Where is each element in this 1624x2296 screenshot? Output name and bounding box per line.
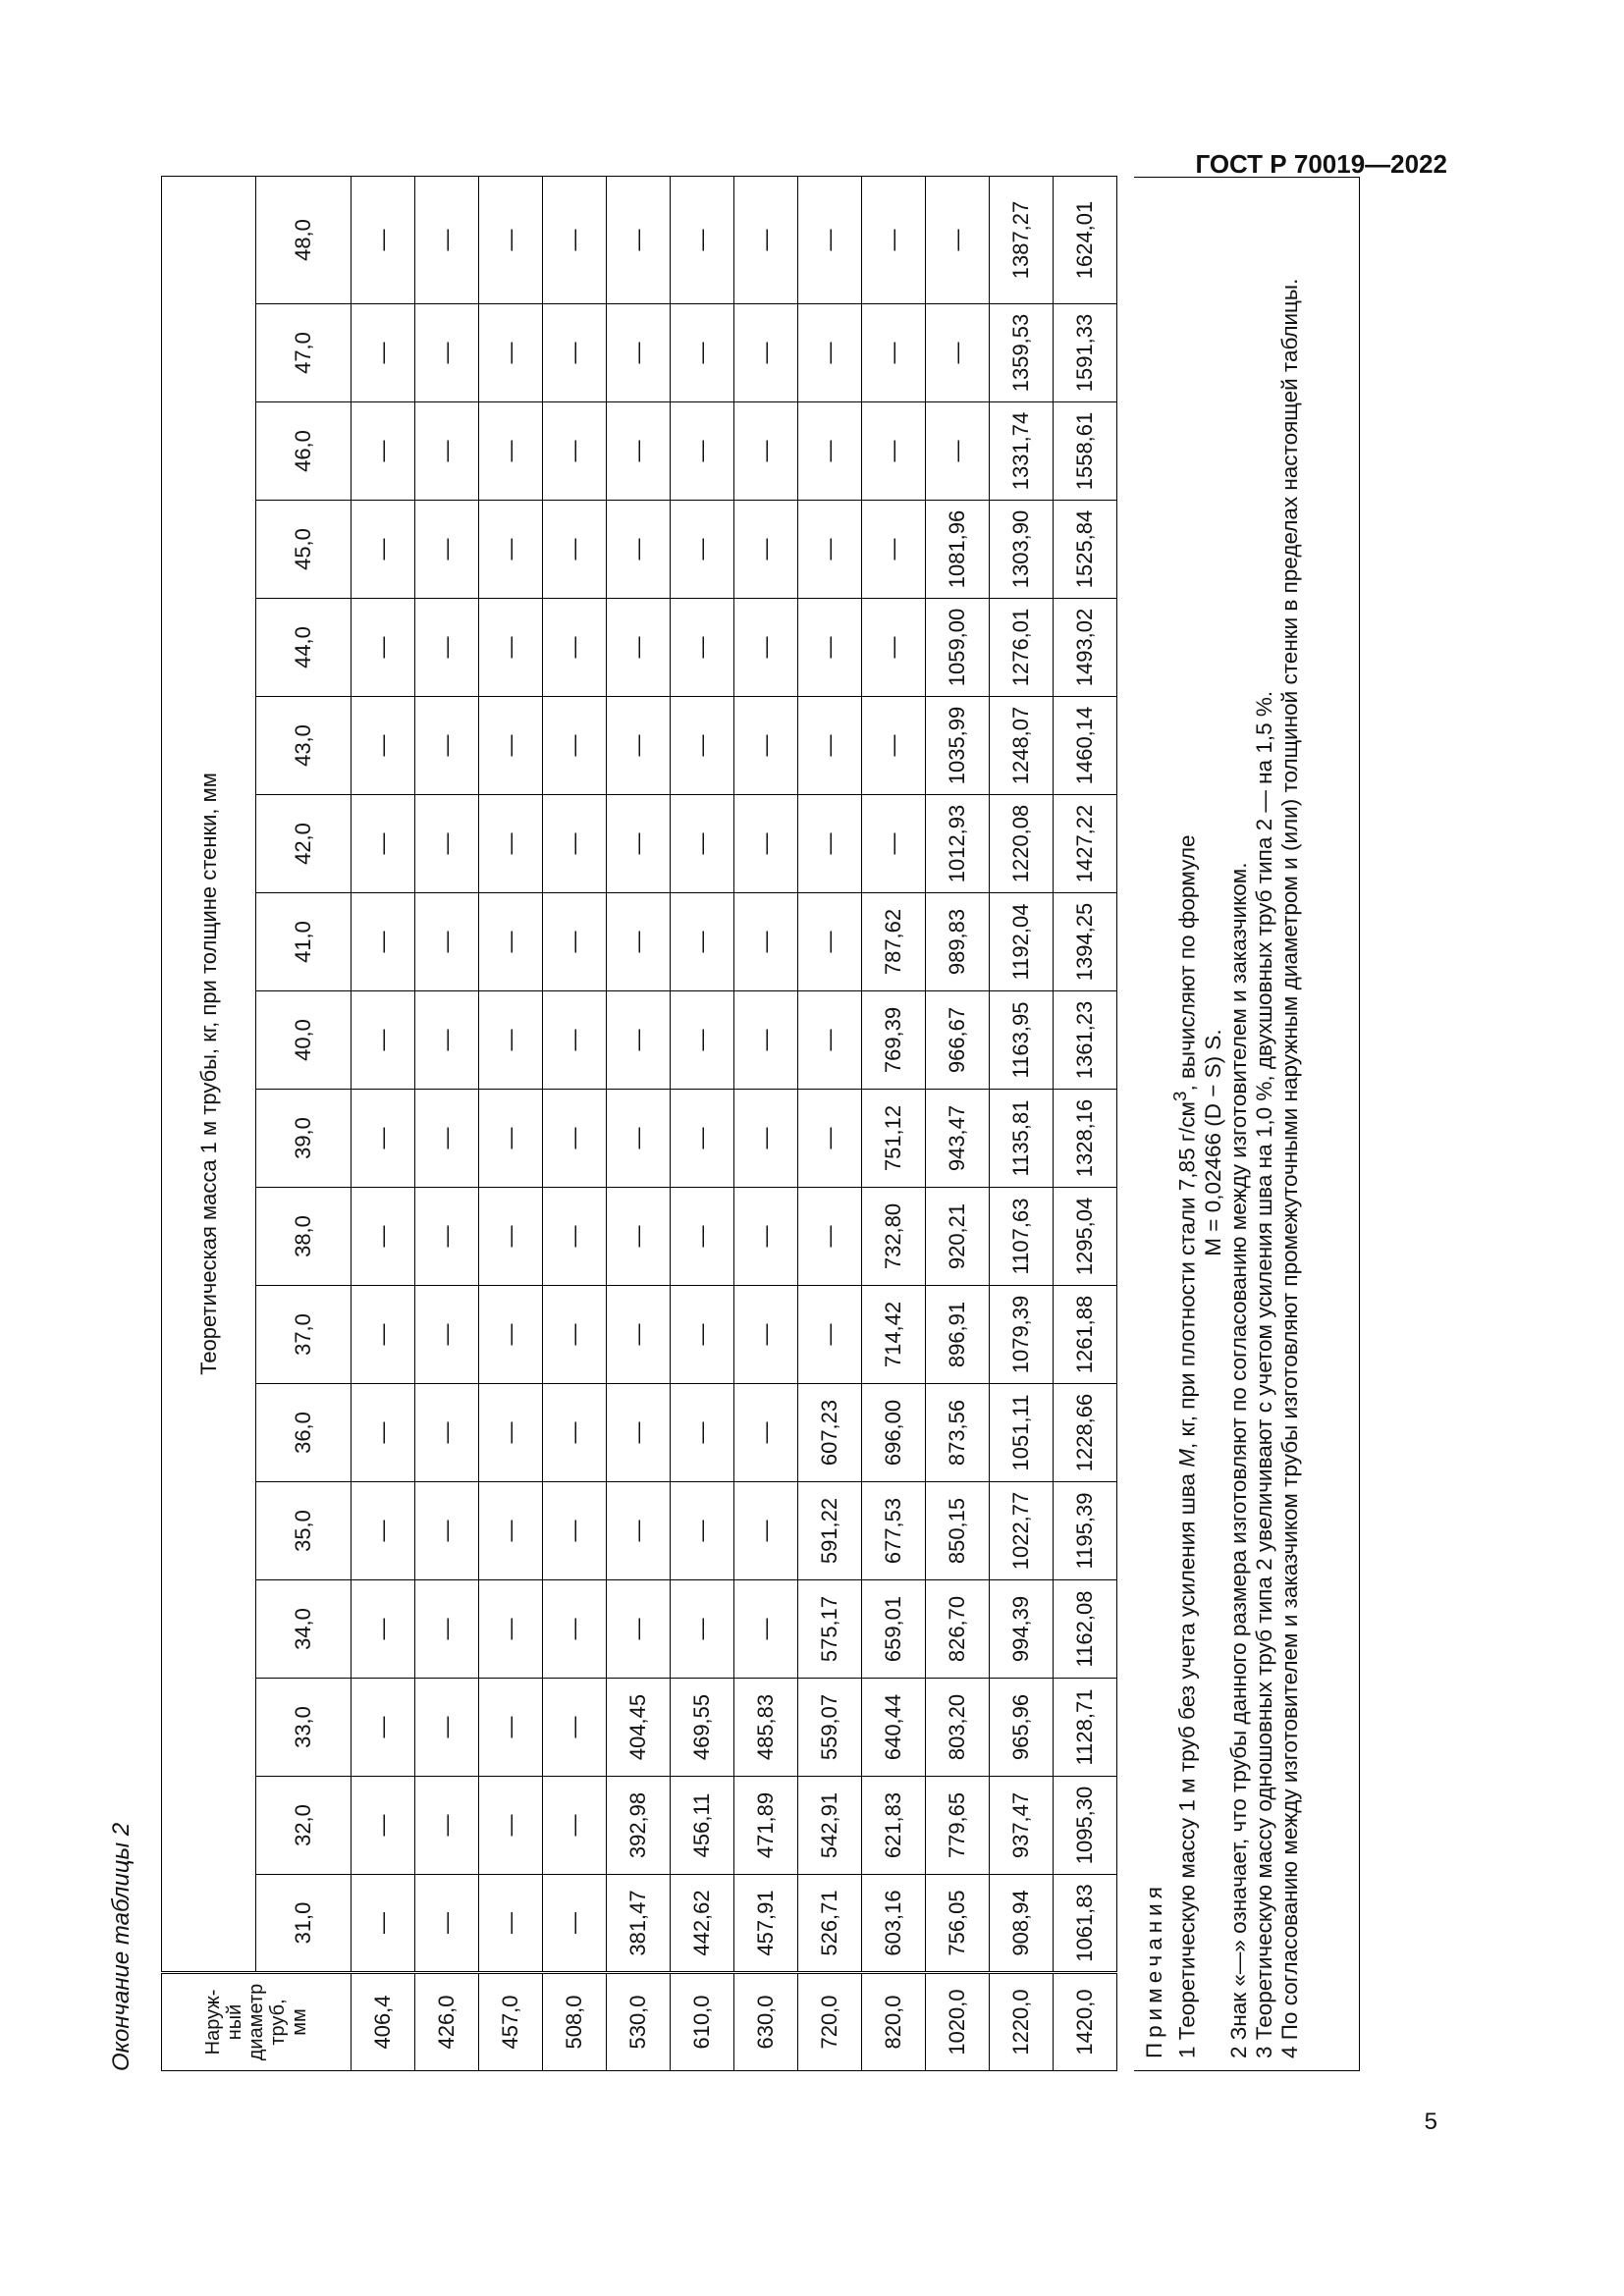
mass-cell: — bbox=[862, 599, 926, 697]
thickness-header: 44,0 bbox=[256, 599, 352, 697]
table-row bbox=[415, 177, 479, 2071]
mass-cell: — bbox=[734, 893, 798, 991]
mass-table bbox=[161, 176, 1117, 2071]
mass-cell: — bbox=[734, 1482, 798, 1580]
mass-cell: — bbox=[352, 893, 415, 991]
mass-cell: 1591,33 bbox=[1054, 304, 1117, 402]
table-row bbox=[734, 177, 798, 2071]
mass-cell: — bbox=[479, 599, 543, 697]
mass-cell: — bbox=[543, 1580, 607, 1679]
mass-cell: — bbox=[607, 501, 671, 599]
mass-cell: — bbox=[352, 1188, 415, 1286]
mass-cell: — bbox=[607, 1384, 671, 1482]
thickness-header: 35,0 bbox=[256, 1482, 352, 1580]
mass-cell: 1276,01 bbox=[990, 599, 1054, 697]
mass-cell: 850,15 bbox=[926, 1482, 990, 1580]
rotated-page-content bbox=[108, 157, 1360, 2071]
mass-cell: — bbox=[734, 697, 798, 795]
thickness-header-row bbox=[256, 177, 352, 2071]
note-1: 1 Теоретическую массу 1 м труб без учета усиления шва M, кг, при плотности стали 7,85 $г/см^3$, вычисляют по формуле bbox=[1169, 834, 1200, 2058]
mass-cell: — bbox=[415, 795, 479, 893]
mass-cell: 787,62 bbox=[862, 893, 926, 991]
mass-cell: 1328,16 bbox=[1054, 1090, 1117, 1188]
mass-cell: — bbox=[926, 402, 990, 501]
mass-cell: — bbox=[798, 501, 862, 599]
table-body bbox=[352, 177, 1117, 2071]
mass-cell: 677,53 bbox=[862, 1482, 926, 1580]
mass-cell: 1261,88 bbox=[1054, 1286, 1117, 1384]
mass-cell: — bbox=[734, 402, 798, 501]
mass-cell: — bbox=[607, 1580, 671, 1679]
mass-cell: 1195,39 bbox=[1054, 1482, 1117, 1580]
mass-cell: — bbox=[479, 893, 543, 991]
mass-cell: — bbox=[415, 1777, 479, 1875]
mass-cell: — bbox=[543, 991, 607, 1090]
mass-cell: 1248,07 bbox=[990, 697, 1054, 795]
mass-cell: 1061,83 bbox=[1054, 1875, 1117, 1973]
mass-cell: — bbox=[798, 1090, 862, 1188]
mass-cell: — bbox=[671, 1090, 734, 1188]
mass-cell: 607,23 bbox=[798, 1384, 862, 1482]
mass-cell: 526,71 bbox=[798, 1875, 862, 1973]
mass-cell: 1624,01 bbox=[1054, 177, 1117, 304]
mass-cell: 404,45 bbox=[607, 1679, 671, 1777]
mass-cell: 873,56 bbox=[926, 1384, 990, 1482]
mass-cell: — bbox=[607, 1286, 671, 1384]
diameter-cell: 1020,0 bbox=[926, 1973, 990, 2071]
table-notes bbox=[1134, 177, 1360, 2071]
mass-cell: — bbox=[415, 1875, 479, 1973]
mass-cell: 966,67 bbox=[926, 991, 990, 1090]
mass-cell: 943,47 bbox=[926, 1090, 990, 1188]
mass-cell: — bbox=[415, 1580, 479, 1679]
mass-cell: — bbox=[607, 304, 671, 402]
mass-cell: 1051,11 bbox=[990, 1384, 1054, 1482]
mass-cell: — bbox=[607, 177, 671, 304]
mass-cell: — bbox=[671, 1580, 734, 1679]
page-number: 5 bbox=[1424, 2109, 1437, 2135]
thickness-header: 33,0 bbox=[256, 1679, 352, 1777]
diameter-cell: 406,4 bbox=[352, 1973, 415, 2071]
mass-cell: 989,83 bbox=[926, 893, 990, 991]
table-row bbox=[798, 177, 862, 2071]
mass-cell: — bbox=[479, 1188, 543, 1286]
mass-cell: — bbox=[607, 795, 671, 893]
mass-cell: — bbox=[543, 304, 607, 402]
mass-cell: 1162,08 bbox=[1054, 1580, 1117, 1679]
mass-cell: 965,96 bbox=[990, 1679, 1054, 1777]
mass-cell: — bbox=[607, 991, 671, 1090]
mass-cell: — bbox=[415, 501, 479, 599]
thickness-header: 45,0 bbox=[256, 501, 352, 599]
mass-cell: 485,83 bbox=[734, 1679, 798, 1777]
mass-cell: — bbox=[671, 177, 734, 304]
mass-cell: — bbox=[479, 991, 543, 1090]
mass-cell: — bbox=[543, 1286, 607, 1384]
table-row bbox=[926, 177, 990, 2071]
note-2: 2 Знак «—» означает, что трубы данного размера изготовляют по согласованию между изготовителем и заказчиком. bbox=[1225, 862, 1251, 2058]
mass-cell: — bbox=[734, 795, 798, 893]
mass-cell: 1525,84 bbox=[1054, 501, 1117, 599]
table-row bbox=[543, 177, 607, 2071]
mass-cell: — bbox=[734, 1580, 798, 1679]
mass-cell: — bbox=[352, 697, 415, 795]
mass-cell: — bbox=[671, 1482, 734, 1580]
mass-cell: 381,47 bbox=[607, 1875, 671, 1973]
mass-cell: — bbox=[543, 599, 607, 697]
mass-cell: 1228,66 bbox=[1054, 1384, 1117, 1482]
table-row bbox=[862, 177, 926, 2071]
mass-cell: 1095,30 bbox=[1054, 1777, 1117, 1875]
mass-cell: — bbox=[607, 893, 671, 991]
mass-cell: — bbox=[415, 697, 479, 795]
mass-cell: 575,17 bbox=[798, 1580, 862, 1679]
table-caption: Окончание таблицы 2 bbox=[108, 1822, 135, 2071]
mass-cell: 457,91 bbox=[734, 1875, 798, 1973]
mass-cell: — bbox=[479, 304, 543, 402]
mass-cell: — bbox=[862, 402, 926, 501]
mass-cell: 1460,14 bbox=[1054, 697, 1117, 795]
diameter-cell: 508,0 bbox=[543, 1973, 607, 2071]
mass-cell: 1128,71 bbox=[1054, 1679, 1117, 1777]
mass-cell: 469,55 bbox=[671, 1679, 734, 1777]
mass-cell: — bbox=[352, 1679, 415, 1777]
mass-cell: — bbox=[479, 1580, 543, 1679]
mass-cell: 937,47 bbox=[990, 1777, 1054, 1875]
mass-cell: — bbox=[479, 177, 543, 304]
thickness-header: 37,0 bbox=[256, 1286, 352, 1384]
mass-cell: — bbox=[479, 795, 543, 893]
mass-cell: 826,70 bbox=[926, 1580, 990, 1679]
mass-cell: — bbox=[352, 1580, 415, 1679]
table-row bbox=[990, 177, 1054, 2071]
mass-cell: — bbox=[415, 177, 479, 304]
mass-cell: 659,01 bbox=[862, 1580, 926, 1679]
mass-cell: — bbox=[415, 1090, 479, 1188]
mass-cell: — bbox=[671, 304, 734, 402]
mass-cell: 1035,99 bbox=[926, 697, 990, 795]
mass-cell: 1331,74 bbox=[990, 402, 1054, 501]
mass-cell: 1303,90 bbox=[990, 501, 1054, 599]
document-header: ГОСТ Р 70019—2022 bbox=[1195, 149, 1447, 179]
thickness-header: 34,0 bbox=[256, 1580, 352, 1679]
mass-cell: — bbox=[543, 697, 607, 795]
diameter-cell: 457,0 bbox=[479, 1973, 543, 2071]
mass-cell: — bbox=[352, 1777, 415, 1875]
mass-cell: — bbox=[415, 893, 479, 991]
mass-cell: — bbox=[798, 402, 862, 501]
thickness-header: 41,0 bbox=[256, 893, 352, 991]
mass-cell: — bbox=[543, 1384, 607, 1482]
mass-cell: 1059,00 bbox=[926, 599, 990, 697]
mass-cell: 1361,23 bbox=[1054, 991, 1117, 1090]
mass-cell: — bbox=[734, 501, 798, 599]
mass-cell: — bbox=[543, 1482, 607, 1580]
mass-cell: 591,22 bbox=[798, 1482, 862, 1580]
mass-cell: — bbox=[352, 1286, 415, 1384]
mass-cell: 542,91 bbox=[798, 1777, 862, 1875]
mass-cell: 714,42 bbox=[862, 1286, 926, 1384]
mass-group-header: Теоретическая масса 1 м трубы, кг, при толщине стенки, мм bbox=[162, 177, 256, 1973]
mass-cell: — bbox=[415, 304, 479, 402]
mass-cell: — bbox=[543, 177, 607, 304]
mass-cell: — bbox=[798, 304, 862, 402]
thickness-header: 46,0 bbox=[256, 402, 352, 501]
mass-cell: — bbox=[415, 402, 479, 501]
thickness-header: 48,0 bbox=[256, 177, 352, 304]
diameter-cell: 610,0 bbox=[671, 1973, 734, 2071]
mass-cell: 1135,81 bbox=[990, 1090, 1054, 1188]
mass-cell: — bbox=[862, 501, 926, 599]
mass-cell: — bbox=[479, 1482, 543, 1580]
mass-cell: 1163,95 bbox=[990, 991, 1054, 1090]
notes-title: Примечания bbox=[1142, 1882, 1166, 2058]
mass-cell: — bbox=[479, 1679, 543, 1777]
mass-cell: 640,44 bbox=[862, 1679, 926, 1777]
mass-cell: — bbox=[607, 1188, 671, 1286]
mass-cell: 751,12 bbox=[862, 1090, 926, 1188]
mass-cell: — bbox=[543, 1777, 607, 1875]
mass-cell: — bbox=[862, 697, 926, 795]
mass-cell: 1427,22 bbox=[1054, 795, 1117, 893]
mass-cell: — bbox=[415, 1679, 479, 1777]
mass-cell: — bbox=[352, 599, 415, 697]
mass-cell: — bbox=[734, 1090, 798, 1188]
mass-cell: 1359,53 bbox=[990, 304, 1054, 402]
mass-cell: — bbox=[798, 697, 862, 795]
thickness-header: 38,0 bbox=[256, 1188, 352, 1286]
mass-cell: — bbox=[607, 599, 671, 697]
mass-cell: — bbox=[734, 304, 798, 402]
mass-cell: — bbox=[607, 1482, 671, 1580]
thickness-header: 42,0 bbox=[256, 795, 352, 893]
mass-cell: — bbox=[479, 402, 543, 501]
mass-cell: 621,83 bbox=[862, 1777, 926, 1875]
mass-cell: — bbox=[479, 1286, 543, 1384]
mass-cell: — bbox=[415, 1188, 479, 1286]
mass-cell: — bbox=[671, 501, 734, 599]
mass-cell: — bbox=[734, 599, 798, 697]
mass-cell: — bbox=[734, 1188, 798, 1286]
mass-cell: — bbox=[352, 304, 415, 402]
mass-cell: — bbox=[671, 795, 734, 893]
note-3: 3 Теоретическую массу одношовных труб типа 2 увеличивают с учетом усиления шва на 1,0 %, двухшовных труб типа 2 — на 1,5 %. bbox=[1251, 690, 1276, 2058]
mass-cell: 392,98 bbox=[607, 1777, 671, 1875]
mass-cell: — bbox=[479, 1090, 543, 1188]
mass-cell: 603,16 bbox=[862, 1875, 926, 1973]
thickness-header: 39,0 bbox=[256, 1090, 352, 1188]
mass-cell: — bbox=[862, 304, 926, 402]
mass-cell: 1012,93 bbox=[926, 795, 990, 893]
thickness-header: 32,0 bbox=[256, 1777, 352, 1875]
note-4: 4 По согласованию между изготовителем и заказчиком трубы изготовляют промежуточными наружным диаметром и (или) толщиной стенки в пределах настоящей таблицы. bbox=[1276, 278, 1302, 2058]
thickness-header: 36,0 bbox=[256, 1384, 352, 1482]
mass-cell: — bbox=[543, 893, 607, 991]
diameter-cell: 1420,0 bbox=[1054, 1973, 1117, 2071]
mass-cell: — bbox=[479, 1384, 543, 1482]
mass-cell: 1394,25 bbox=[1054, 893, 1117, 991]
mass-cell: — bbox=[543, 1875, 607, 1973]
mass-cell: 471,89 bbox=[734, 1777, 798, 1875]
mass-cell: — bbox=[607, 1090, 671, 1188]
mass-cell: — bbox=[798, 893, 862, 991]
mass-cell: — bbox=[798, 599, 862, 697]
mass-cell: — bbox=[862, 795, 926, 893]
diameter-cell: 820,0 bbox=[862, 1973, 926, 2071]
mass-cell: 1079,39 bbox=[990, 1286, 1054, 1384]
mass-cell: — bbox=[798, 795, 862, 893]
mass-cell: — bbox=[479, 1875, 543, 1973]
diameter-cell: 426,0 bbox=[415, 1973, 479, 2071]
mass-cell: 559,07 bbox=[798, 1679, 862, 1777]
mass-cell: — bbox=[926, 304, 990, 402]
mass-cell: 1558,61 bbox=[1054, 402, 1117, 501]
mass-cell: — bbox=[352, 1482, 415, 1580]
mass-cell: 442,62 bbox=[671, 1875, 734, 1973]
mass-cell: — bbox=[798, 1188, 862, 1286]
mass-cell: — bbox=[734, 1286, 798, 1384]
mass-cell: — bbox=[926, 177, 990, 304]
mass-cell: — bbox=[543, 402, 607, 501]
mass-cell: 769,39 bbox=[862, 991, 926, 1090]
diameter-cell: 720,0 bbox=[798, 1973, 862, 2071]
thickness-header: 31,0 bbox=[256, 1875, 352, 1973]
mass-cell: — bbox=[671, 991, 734, 1090]
mass-cell: — bbox=[479, 1777, 543, 1875]
mass-cell: — bbox=[671, 1384, 734, 1482]
table-row bbox=[479, 177, 543, 2071]
mass-cell: — bbox=[352, 501, 415, 599]
mass-cell: 994,39 bbox=[990, 1580, 1054, 1679]
mass-cell: — bbox=[862, 177, 926, 304]
mass-cell: — bbox=[543, 1679, 607, 1777]
mass-cell: 756,05 bbox=[926, 1875, 990, 1973]
mass-cell: — bbox=[415, 1482, 479, 1580]
mass-formula: M = 0,02466 (D − S) S. bbox=[1200, 1029, 1225, 1256]
mass-cell: — bbox=[415, 599, 479, 697]
mass-cell: 732,80 bbox=[862, 1188, 926, 1286]
mass-cell: 1295,04 bbox=[1054, 1188, 1117, 1286]
mass-cell: 908,94 bbox=[990, 1875, 1054, 1973]
table-row bbox=[671, 177, 734, 2071]
mass-cell: — bbox=[352, 795, 415, 893]
diameter-cell: 530,0 bbox=[607, 1973, 671, 2071]
mass-cell: 779,65 bbox=[926, 1777, 990, 1875]
mass-cell: 1220,08 bbox=[990, 795, 1054, 893]
mass-cell: — bbox=[479, 697, 543, 795]
mass-cell: — bbox=[543, 1188, 607, 1286]
mass-cell: 896,91 bbox=[926, 1286, 990, 1384]
table-row bbox=[352, 177, 415, 2071]
mass-cell: — bbox=[671, 599, 734, 697]
thickness-header: 43,0 bbox=[256, 697, 352, 795]
mass-cell: — bbox=[607, 402, 671, 501]
mass-cell: — bbox=[671, 697, 734, 795]
mass-cell: — bbox=[543, 1090, 607, 1188]
mass-cell: — bbox=[352, 1875, 415, 1973]
mass-cell: 1107,63 bbox=[990, 1188, 1054, 1286]
thickness-header: 40,0 bbox=[256, 991, 352, 1090]
mass-cell: — bbox=[352, 402, 415, 501]
mass-cell: — bbox=[671, 1286, 734, 1384]
mass-cell: — bbox=[734, 177, 798, 304]
mass-cell: — bbox=[352, 991, 415, 1090]
mass-cell: 920,21 bbox=[926, 1188, 990, 1286]
mass-cell: — bbox=[607, 697, 671, 795]
mass-cell: — bbox=[671, 893, 734, 991]
diameter-column-header: Наруж- ный диаметр труб, мм bbox=[162, 1973, 352, 2071]
mass-cell: — bbox=[798, 177, 862, 304]
mass-cell: 803,20 bbox=[926, 1679, 990, 1777]
mass-cell: 456,11 bbox=[671, 1777, 734, 1875]
mass-cell: — bbox=[671, 1188, 734, 1286]
mass-cell: — bbox=[352, 1090, 415, 1188]
mass-cell: 1022,77 bbox=[990, 1482, 1054, 1580]
mass-cell: — bbox=[415, 1384, 479, 1482]
mass-cell: 696,00 bbox=[862, 1384, 926, 1482]
mass-cell: — bbox=[734, 991, 798, 1090]
mass-cell: — bbox=[352, 1384, 415, 1482]
mass-cell: 1493,02 bbox=[1054, 599, 1117, 697]
mass-cell: — bbox=[671, 402, 734, 501]
thickness-header: 47,0 bbox=[256, 304, 352, 402]
mass-cell: — bbox=[798, 1286, 862, 1384]
mass-cell: — bbox=[415, 1286, 479, 1384]
table-row bbox=[1054, 177, 1117, 2071]
mass-cell: — bbox=[352, 177, 415, 304]
mass-cell: — bbox=[543, 795, 607, 893]
diameter-cell: 1220,0 bbox=[990, 1973, 1054, 2071]
mass-cell: 1192,04 bbox=[990, 893, 1054, 991]
mass-cell: — bbox=[734, 1384, 798, 1482]
diameter-cell: 630,0 bbox=[734, 1973, 798, 2071]
table-row bbox=[607, 177, 671, 2071]
mass-cell: — bbox=[543, 501, 607, 599]
mass-cell: — bbox=[798, 991, 862, 1090]
mass-cell: — bbox=[415, 991, 479, 1090]
mass-cell: — bbox=[479, 501, 543, 599]
mass-cell: 1081,96 bbox=[926, 501, 990, 599]
mass-cell: 1387,27 bbox=[990, 177, 1054, 304]
